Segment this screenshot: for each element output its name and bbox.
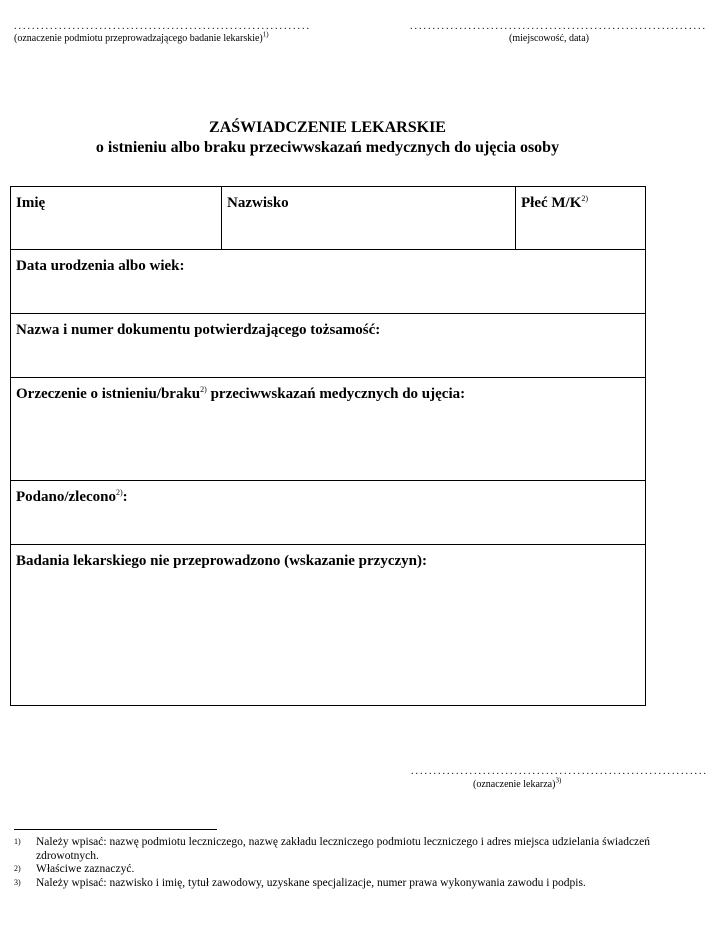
identity-document-field[interactable]: [11, 314, 646, 378]
examination-not-performed-label: Badania lekarskiego nie przeprowadzono (wskazanie przyczyn):: [16, 553, 427, 569]
place-date-dotted-line[interactable]: ..................................................................: [410, 21, 707, 32]
identity-document-label: Nazwa i numer dokumentu potwierdzającego tożsamość:: [16, 322, 381, 338]
footnote-2-number: 2): [14, 864, 21, 873]
footnote-3-number: 3): [14, 877, 21, 887]
sex-field[interactable]: [516, 187, 646, 250]
footnote-1-text: Należy wpisać: nazwę podmiotu leczniczego, nazwę zakładu leczniczego podmiotu leczniczego i adres miejsca udzielania świadczeń zdrowotnych.: [36, 836, 651, 862]
first-name-label: Imię: [16, 195, 46, 211]
given-ordered-field[interactable]: [11, 481, 646, 545]
sex-label: Płeć M/K: [521, 195, 582, 211]
footnote-separator: [14, 829, 217, 830]
doctor-caption: [473, 776, 562, 791]
footnotes: [14, 836, 650, 890]
medical-decision-label-start: Orzeczenie o istnieniu/braku: [16, 386, 201, 402]
birth-date-label: Data urodzenia albo wiek:: [16, 258, 185, 274]
given-ordered-label: Podano/zlecono: [16, 489, 116, 505]
medical-decision-footnote-ref: 2): [200, 385, 207, 394]
given-ordered-colon: :: [122, 489, 128, 505]
footnote-3-text: Należy wpisać: nazwisko i imię, tytuł zawodowy, uzyskane specjalizacje, numer prawa wykonywania zawodu i podpis.: [36, 876, 586, 889]
document-title: ZAŚWIADCZENIE LEKARSKIE: [209, 119, 446, 136]
examination-not-performed-field[interactable]: [11, 545, 646, 706]
footnote-1-number: 1): [14, 837, 21, 846]
footnote-2-text: Właściwe zaznaczyć.: [36, 863, 135, 875]
document-subtitle: o istnieniu albo braku przeciwwskazań medycznych do ujęcia osoby: [95, 139, 560, 156]
entity-caption-footnote-ref: 1): [262, 30, 269, 39]
medical-decision-label-end: przeciwwskazań medycznych do ujęcia:: [206, 386, 466, 402]
medical-decision-field[interactable]: [11, 378, 646, 481]
given-ordered-footnote-ref: 2): [116, 488, 123, 497]
certificate-form: [10, 186, 646, 706]
last-name-label: Nazwisko: [227, 195, 289, 211]
doctor-caption-footnote-ref: 3): [555, 776, 562, 785]
footnote-3: [14, 877, 650, 891]
entity-caption: [14, 30, 269, 45]
footnote-1: [14, 836, 650, 863]
doctor-dotted-line[interactable]: ..................................................................: [411, 766, 708, 777]
footnote-2: [14, 863, 650, 877]
birth-date-field[interactable]: [11, 250, 646, 314]
last-name-field[interactable]: [222, 187, 516, 250]
first-name-field[interactable]: [11, 187, 222, 250]
sex-footnote-ref: 2): [581, 194, 589, 203]
doctor-caption-text: (oznaczenie lekarza): [473, 779, 556, 790]
entity-caption-text: (oznaczenie podmiotu przeprowadzającego badanie lekarskie): [14, 33, 263, 44]
entity-dotted-line[interactable]: ..................................................................: [14, 21, 311, 32]
place-date-caption: (miejscowość, data): [509, 33, 589, 44]
